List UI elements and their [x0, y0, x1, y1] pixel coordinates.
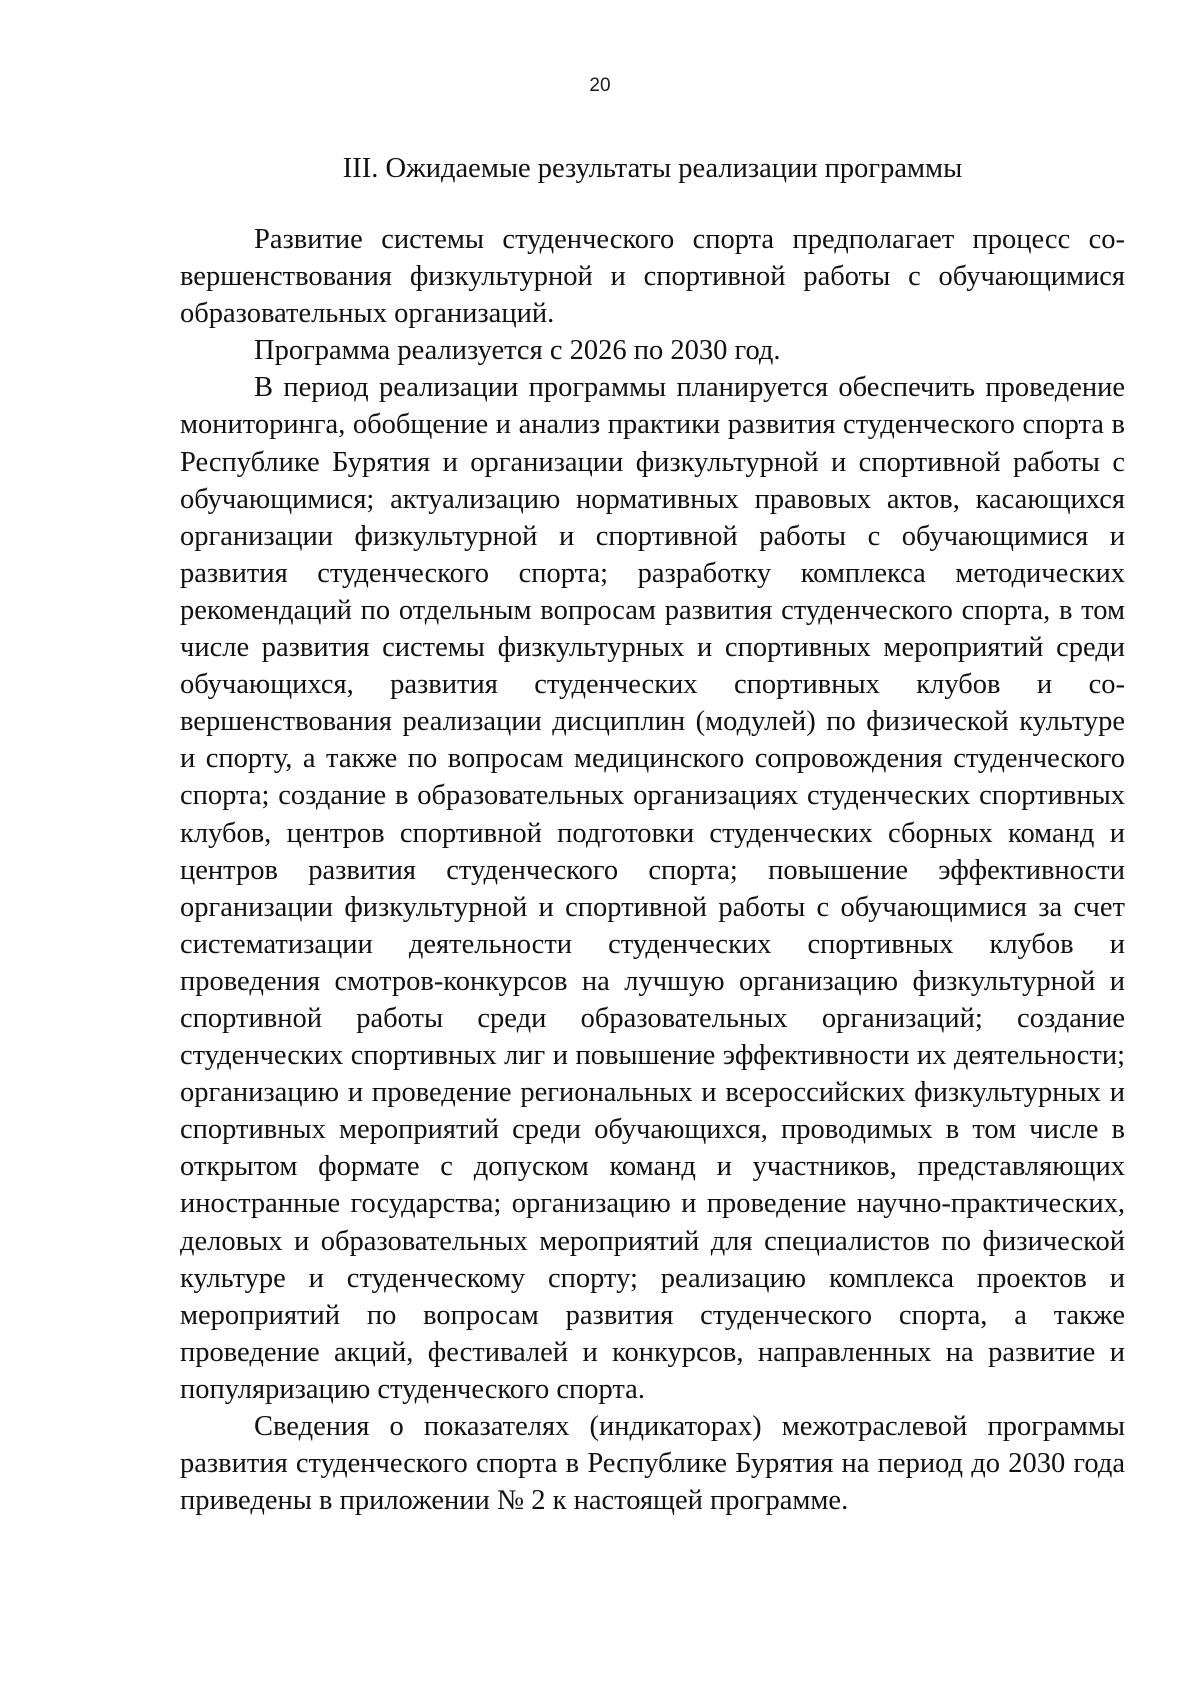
paragraph-period: Программа реализуется с 2026 по 2030 год.	[254, 335, 781, 367]
paragraph-plans: В период реализации программы планируется обеспечить проведение мониторинга, обобщение и анализ практики развития студенческого спорта в Республике Бурятия и организации физкультурной и спортивной работы с обучающимися; актуализацию нормативных правовых актов, касающихся организации физкультурной и спортивной работы с обучающимися и развития студенческого спорта; разработку комплекса методических рекомендаций по отдельным вопросам развития студенческого спорта, в том числе развития системы физкультурных и спортивных мероприятий среди обучающихся, развития студенческих спортивных клубов и совершенствования реализации дисциплин (модулей) по физической культуре и спорту, а также по вопросам медицинского сопровождения студенческого спорта; создание в образовательных организациях студенческих спортивных клубов, центров спортивной подготовки студенческих сборных команд и центров развития студенческого спорта; повышение эффективности организации физкультурной и спортивной работы с обучающимися за счет систематизации деятельности студенческих спортивных клубов и проведения смотров-конкурсов на лучшую организацию физкультурной и спортивной работы среди образовательных организаций; создание студенческих спортивных лиг и повышение эффективности их деятельности; организацию и проведение региональных и всероссийских физкультурных и спортивных мероприятий среди обучающихся, проводимых в том числе в открытом формате с допуском команд и участников, представляющих иностранные государства; организацию и проведение научно-практических, деловых и образовательных мероприятий для специалистов по физической культуре и студенческому спорту; реализацию комплекса проектов и мероприятий по вопросам развития студенческого спорта, а также проведение акций, фестивалей и конкурсов, направленных на развитие и популяризацию студенческого спорта.	[180, 372, 1125, 1405]
page-number: 20	[589, 75, 611, 96]
paragraph-intro: Развитие системы студенческого спорта предполагает процесс совершенствования физкультурной и спортивной работы с обучающимися образовательных организаций.	[180, 224, 1125, 330]
paragraph-indicators: Сведения о показателях (индикаторах) межотраслевой программы развития студенческого спорта в Республике Бурятия на период до 2030 года приведены в приложении № 2 к настоящей программе.	[180, 1411, 1125, 1517]
body-text	[180, 221, 1125, 1519]
section-title: III. Ожидаемые результаты реализации программы	[342, 153, 963, 184]
